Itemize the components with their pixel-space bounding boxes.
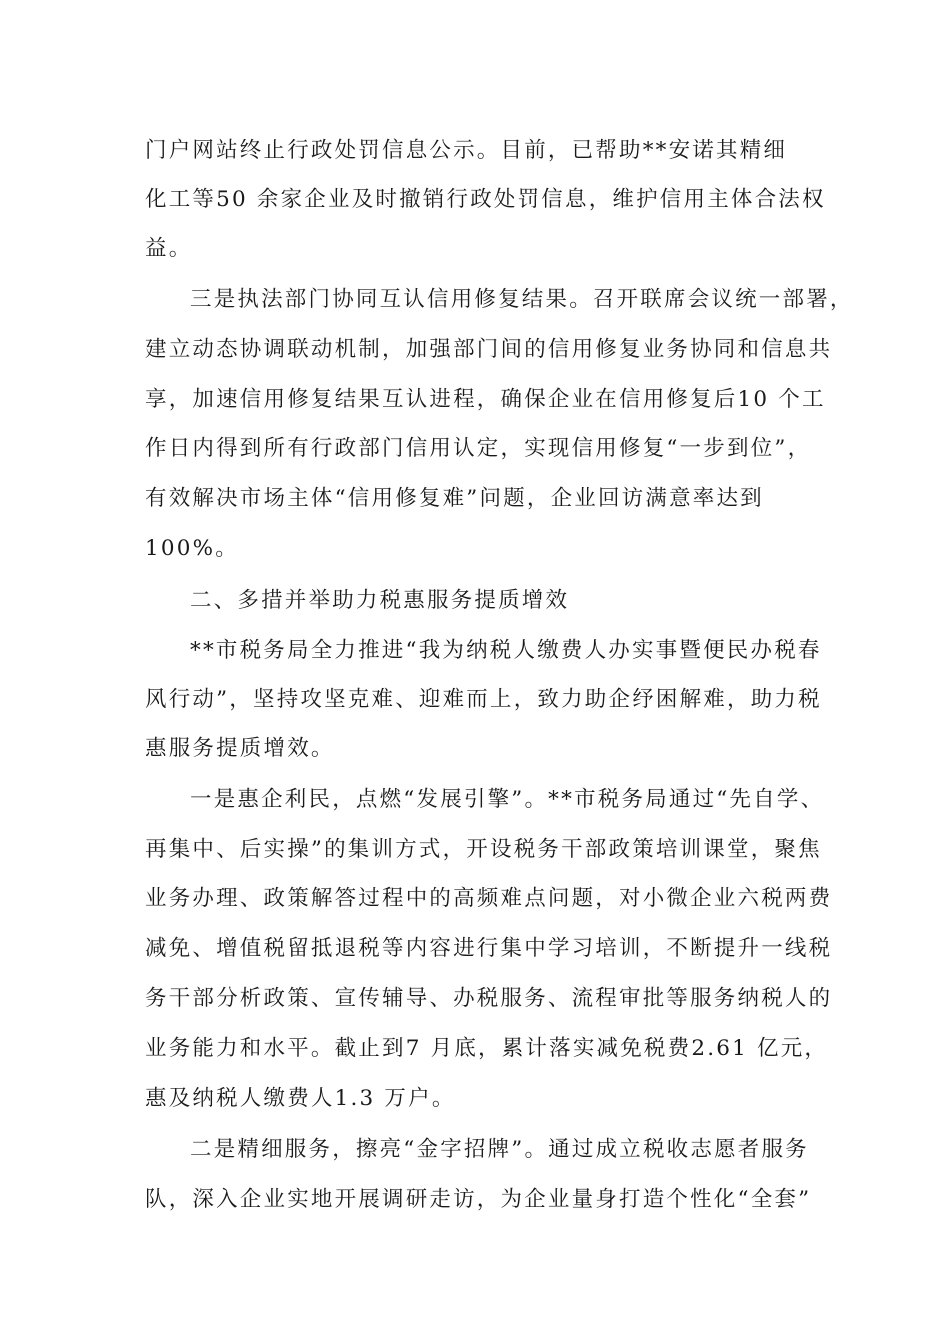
text-line: 务干部分析政策、宣传辅导、办税服务、流程审批等服务纳税人的 [145,986,833,1011]
text-line: 风行动”，坚持攻坚克难、迎难而上，致力助企纾困解难，助力税 [145,687,822,712]
text-line: 化工等50 余家企业及时撤销行政处罚信息，维护信用主体合法权 [145,187,826,212]
paragraph-first-line: 一是惠企利民，点燃“发展引擎”。**市税务局通过“先自学、 [190,787,825,812]
text-line: 业务办理、政策解答过程中的高频难点问题，对小微企业六税两费 [145,886,833,911]
text-line: 100%。 [145,536,239,561]
text-line: 益。 [145,236,193,261]
text-line: 门户网站终止行政处罚信息公示。目前，已帮助**安诺其精细 [145,138,788,163]
text-line: 业务能力和水平。截止到7 月底，累计落实减免税费2.61 亿元， [145,1036,829,1061]
text-line: 队，深入企业实地开展调研走访，为企业量身打造个性化“全套” [145,1187,812,1212]
paragraph-first-line: 二是精细服务，擦亮“金字招牌”。通过成立税收志愿者服务 [190,1137,809,1162]
text-line: 有效解决市场主体“信用修复难”问题，企业回访满意率达到 [145,486,764,511]
text-line: 惠服务提质增效。 [145,736,335,761]
section-heading: 二、多措并举助力税惠服务提质增效 [190,588,570,613]
paragraph-first-line: 三是执法部门协同互认信用修复结果。召开联席会议统一部署， [190,287,854,312]
text-line: 减免、增值税留抵退税等内容进行集中学习培训，不断提升一线税 [145,936,833,961]
paragraph-first-line: **市税务局全力推进“我为纳税人缴费人办实事暨便民办税春 [190,638,822,663]
text-line: 建立动态协调联动机制，加强部门间的信用修复业务协同和信息共 [145,337,833,362]
text-line: 惠及纳税人缴费人1.3 万户。 [145,1086,456,1111]
text-line: 作日内得到所有行政部门信用认定，实现信用修复“一步到位”， [145,436,812,461]
text-line: 享，加速信用修复结果互认进程，确保企业在信用修复后10 个工 [145,387,826,412]
text-line: 再集中、后实操”的集训方式，开设税务干部政策培训课堂，聚焦 [145,837,822,862]
